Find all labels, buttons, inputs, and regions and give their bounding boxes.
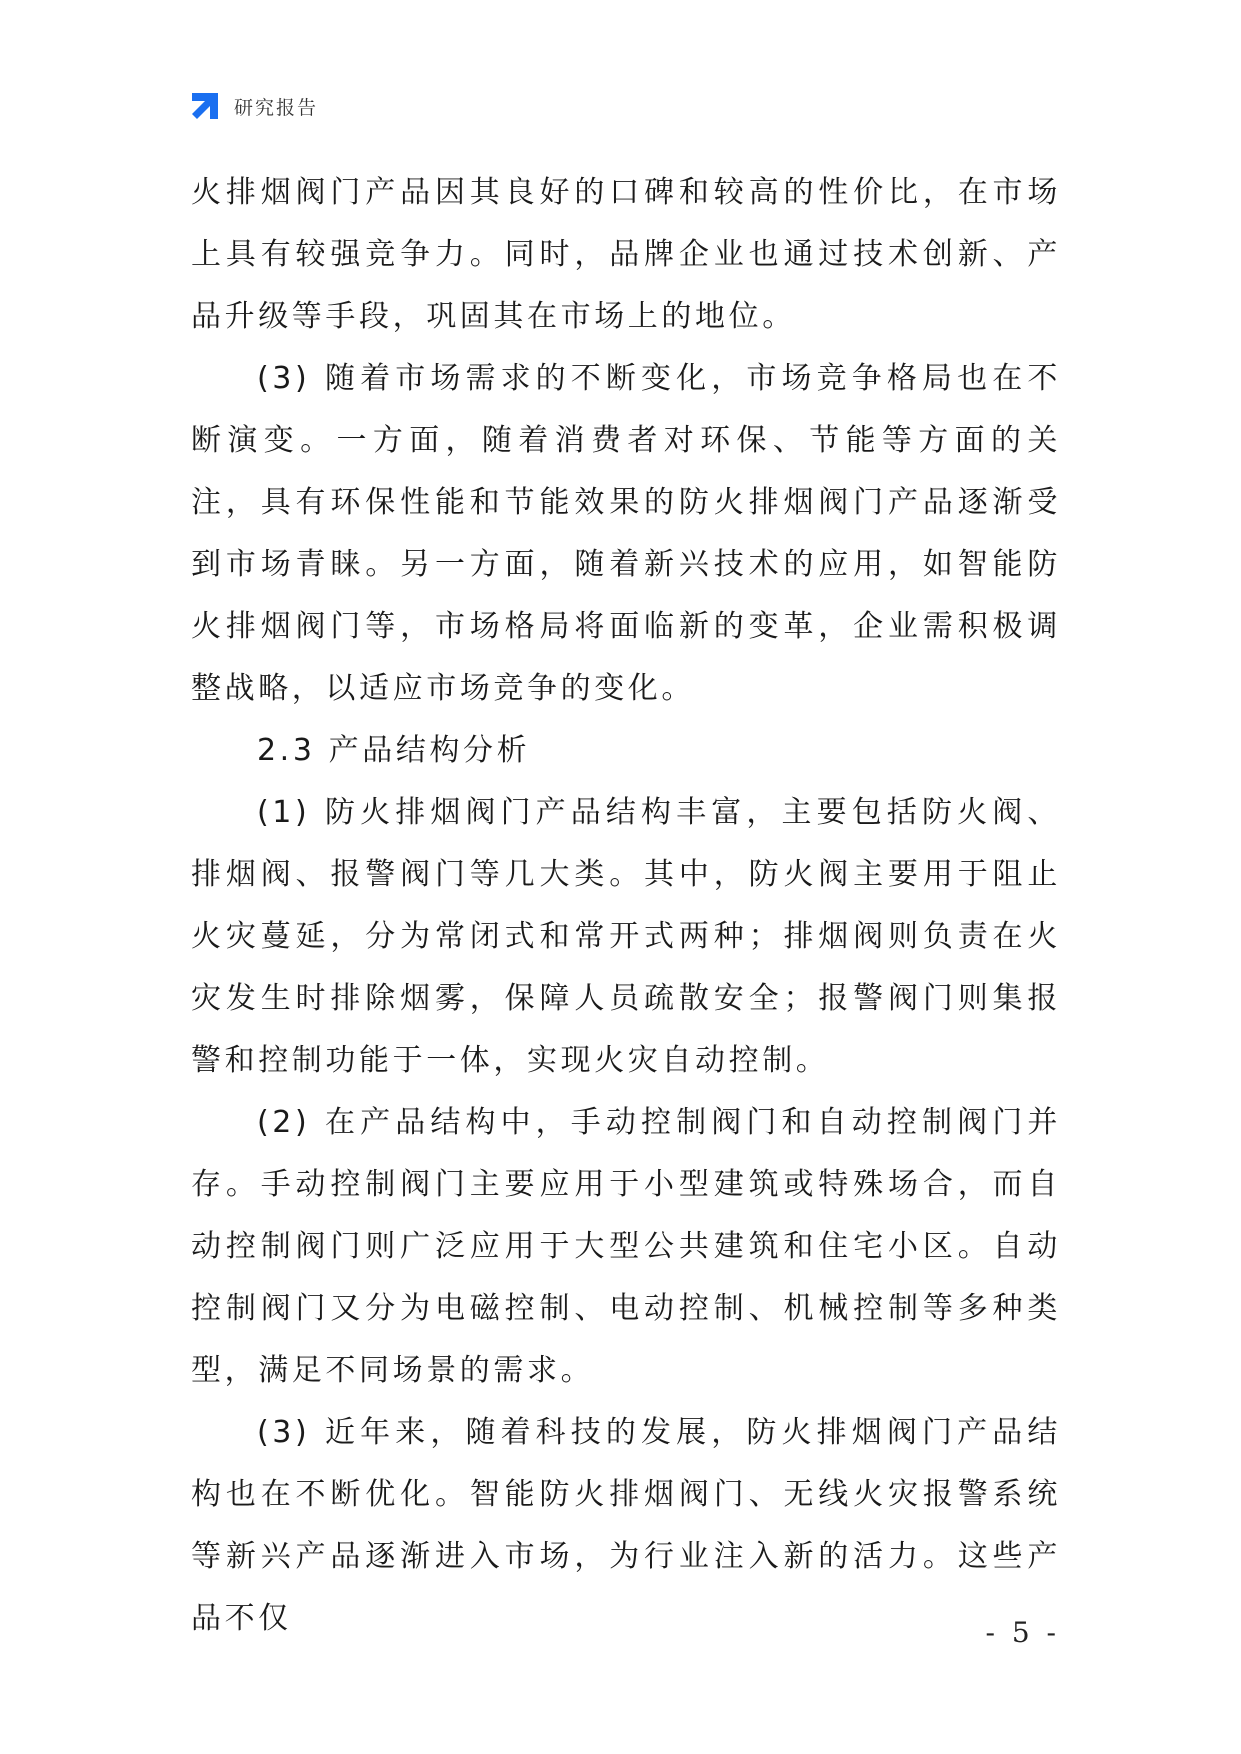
header-title: 研究报告 xyxy=(234,96,319,119)
page-header xyxy=(188,88,318,124)
paragraph: (3) 近年来，随着科技的发展，防火排烟阀门产品结构也在不断优化。智能防火排烟阀门、无线火灾报警系统等新兴产品逐渐进入市场，为行业注入新的活力。这些产品不仅 xyxy=(191,1415,1061,1636)
page-number: - 5 - xyxy=(985,1616,1060,1649)
section-heading: 2.3 产品结构分析 xyxy=(257,733,531,768)
paragraph: (2) 在产品结构中，手动控制阀门和自动控制阀门并存。手动控制阀门主要应用于小型建筑或特殊场合，而自动控制阀门则广泛应用于大型公共建筑和住宅小区。自动控制阀门又分为电磁控制、电动控制、机械控制等多种类型，满足不同场景的需求。 xyxy=(191,1105,1061,1388)
paragraph: 火排烟阀门产品因其良好的口碑和较高的性价比，在市场上具有较强竞争力。同时，品牌企业也通过技术创新、产品升级等手段，巩固其在市场上的地位。 xyxy=(191,175,1061,334)
paragraph: (3) 随着市场需求的不断变化，市场竞争格局也在不断演变。一方面，随着消费者对环保、节能等方面的关注，具有环保性能和节能效果的防火排烟阀门产品逐渐受到市场青睐。另一方面，随着新兴技术的应用，如智能防火排烟阀门等，市场格局将面临新的变革，企业需积极调整战略，以适应市场竞争的变化。 xyxy=(191,361,1061,706)
document-body xyxy=(191,162,1061,1650)
paragraph: (1) 防火排烟阀门产品结构丰富，主要包括防火阀、排烟阀、报警阀门等几大类。其中，防火阀主要用于阻止火灾蔓延，分为常闭式和常开式两种；排烟阀则负责在火灾发生时排除烟雾，保障人员疏散安全；报警阀门则集报警和控制功能于一体，实现火灾自动控制。 xyxy=(191,795,1061,1078)
arrow-up-right-icon xyxy=(188,89,222,123)
